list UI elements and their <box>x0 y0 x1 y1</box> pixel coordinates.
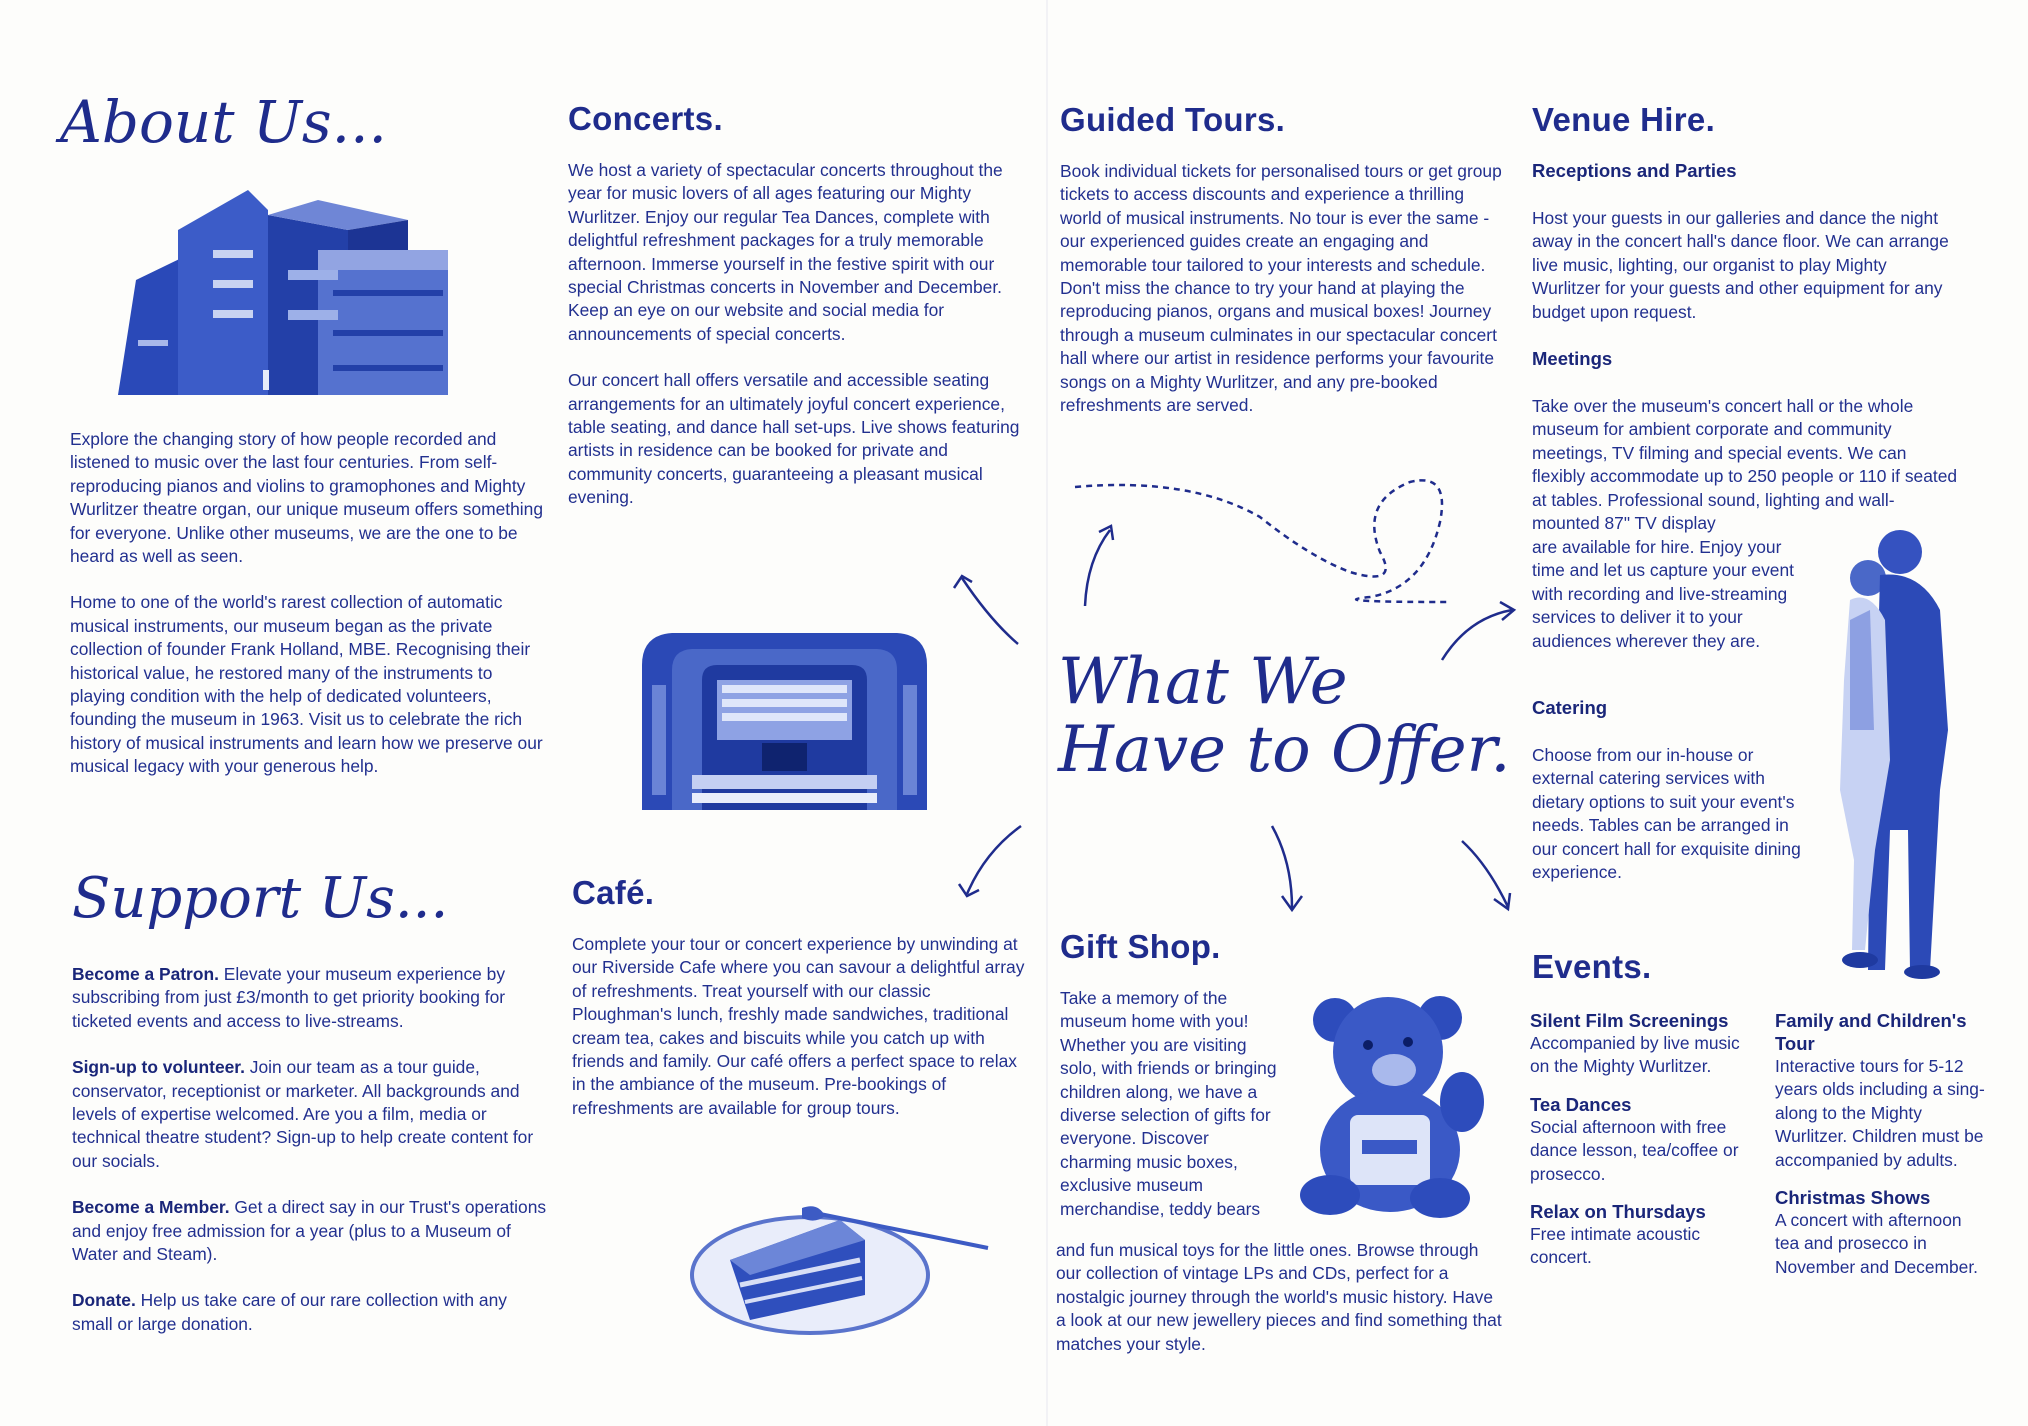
venue-receptions-heading: Receptions and Parties <box>1532 160 1737 181</box>
event-tea-dances-title: Tea Dances <box>1530 1093 1632 1115</box>
giftshop-para-2: and fun musical toys for the little ones. Browse through our collection of vintage LPs and CDs, perfect for a nostalgic journey through the world's music history. Have a look at our new jewellery pieces and find something that matches your style. <box>1056 1240 1502 1354</box>
events-left-column <box>1530 1009 1755 1284</box>
tours-title: Guided Tours. <box>1060 101 1286 138</box>
venue-catering-heading: Catering <box>1532 697 1608 718</box>
events-title: Events. <box>1532 948 1652 985</box>
wurlitzer-organ-photo <box>632 625 937 810</box>
event-silent-film-text: Accompanied by live music on the Mighty Wurlitzer. <box>1530 1033 1740 1077</box>
giftshop-title: Gift Shop. <box>1060 928 1221 965</box>
about-text <box>70 428 550 802</box>
arrow-to-tours <box>1075 520 1125 610</box>
dancing-couple-photo <box>1830 530 1960 980</box>
arrow-to-events <box>1458 835 1518 915</box>
venue-title: Venue Hire. <box>1532 101 1716 138</box>
museum-building-photo <box>118 190 463 395</box>
giftshop-para-1: Take a memory of the museum home with you! Whether you are visiting solo, with friends or bringing children along, we have a diverse selection of gifts for everyone. Discover charming music boxes, exclusive museum merchandise, teddy bears <box>1060 988 1277 1219</box>
dotted-path-decoration <box>1070 462 1460 622</box>
offer-line-2: Have to Offer. <box>1058 713 1511 787</box>
arrow-to-venue <box>1438 598 1518 668</box>
concerts-para-1: We host a variety of spectacular concerts throughout the year for music lovers of all ages featuring our Mighty Wurlitzer. Enjoy our regular Tea Dances, complete with delightful refreshment packages for a truly memorable afternoon. Immerse yourself in the festive spirit with our special Christmas concerts in November and December. Keep an eye on our website and social media for announcements of special concerts. <box>568 160 1003 344</box>
cafe-para-1: Complete your tour or concert experience by unwinding at our Riverside Cafe where you can savour a delightful array of refreshments. Treat yourself with our classic Ploughman's lunch, freshly made sandwiches, traditional cream tea, cakes and biscuits while you catch up with friends and family. Our café offers a perfect space to relax in the ambiance of the museum. Pre-bookings of refreshments are available for group tours. <box>572 934 1025 1118</box>
support-member <box>72 1196 547 1266</box>
about-para-1: Explore the changing story of how people recorded and listened to music over the last four centuries. From self-reproducing pianos and violins to gramophones and Mighty Wurlitzer theatre organ, our unique museum offers something for everyone. Unlike other museums, we are the one to be heard as well as seen. <box>70 429 544 567</box>
support-patron-label: Become a Patron. <box>72 964 219 984</box>
event-silent-film-title: Silent Film Screenings <box>1530 1010 1729 1031</box>
about-title: About Us... <box>60 88 387 156</box>
support-volunteer-label: Sign-up to volunteer. <box>72 1057 245 1078</box>
offer-heading <box>1058 645 1528 787</box>
event-family-tour-title: Family and Children's Tour <box>1775 1010 1967 1054</box>
support-member-label: Become a Member. <box>72 1197 230 1218</box>
concerts-title: Concerts. <box>568 100 723 137</box>
giftshop-text-bottom <box>1056 1239 1506 1379</box>
support-donate <box>72 1289 547 1336</box>
venue-catering-text: Choose from our in-house or external catering services with dietary options to suit your event's needs. Tables can be arranged in our concert hall for exquisite dining experience. <box>1532 745 1801 883</box>
event-family-tour-text: Interactive tours for 5-12 years olds including a sing-along to the Mighty Wurlitzer. Children must be accompanied by adults. <box>1775 1056 1985 1170</box>
cafe-title: Café. <box>572 874 655 911</box>
giftshop-text-top <box>1060 987 1278 1244</box>
concerts-para-2: Our concert hall offers versatile and accessible seating arrangements for an ultimately joyful concert experience, table seating, and dance hall set-ups. Live shows featuring artists in residence can be booked for private and community concerts, guaranteeing a pleasant musical evening. <box>568 370 1020 508</box>
support-donate-text: Help us take care of our rare collection with any small or large donation. <box>72 1290 507 1334</box>
offer-line-1: What We <box>1058 645 1348 719</box>
venue-meetings-text: Take over the museum's concert hall or the whole museum for ambient corporate and community meetings, TV filming and special events. We can flexibly accommodate up to 250 people or 110 if seated at tables. Professional sound, lighting and wall-mounted 87" TV display <box>1532 396 1958 534</box>
arrow-to-cafe <box>955 822 1025 902</box>
support-patron-text: Elevate your museum experience by subscribing from just £3/month to get priority booking for ticketed events and access to live-streams. <box>72 964 506 1031</box>
tours-para-1: Book individual tickets for personalised tours or get group tickets to access discounts and experience a thrilling world of musical instruments. No tour is ever the same - our experienced guides create an engaging and memorable tour tailored to your interests and schedule. Don't miss the chance to try your hand at playing the reproducing pianos, organs and musical boxes! Journey through a museum culminates in our spectacular concert hall where our artist in residence performs your favourite songs on a Mighty Wurlitzer, and any pre-booked refreshments are served. <box>1060 161 1502 416</box>
support-patron <box>72 963 547 1033</box>
arrow-to-giftshop <box>1262 822 1312 914</box>
event-relax-thursdays-title: Relax on Thursdays <box>1530 1201 1706 1223</box>
support-title: Support Us... <box>72 866 449 931</box>
events-right-column <box>1775 1009 1990 1293</box>
event-tea-dances-text: Social afternoon with free dance lesson, tea/coffee or prosecco. <box>1530 1116 1739 1184</box>
tours-text <box>1060 160 1506 440</box>
support-volunteer <box>72 1056 547 1173</box>
support-volunteer-text: Join our team as a tour guide, conservator, receptionist or marketer. All backgrounds and levels of expertise welcomed. Are you a film, media or technical theatre student? Sign-up to help create content for our socials. <box>72 1057 534 1171</box>
event-christmas-shows-title: Christmas Shows <box>1775 1187 1931 1209</box>
support-member-text: Get a direct say in our Trust's operations and enjoy free admission for a year (plus to a Museum of Water and Steam). <box>72 1197 547 1265</box>
about-para-2: Home to one of the world's rarest collection of automatic musical instruments, our museum began as the private collection of founder Frank Holland, MBE. Recognising their historical value, he restored many of the instruments to playing condition with the help of dedicated volunteers, founding the museum in 1963. Visit us to celebrate the rich history of musical instruments and learn how we preserve our musical legacy with your generous help. <box>70 592 543 777</box>
concerts-text <box>568 159 1033 533</box>
venue-receptions-text: Host your guests in our galleries and dance the night away in the concert hall's dance floor. We can arrange live music, lighting, our organist to play Mighty Wurlitzer for your guests and other equipment for any budget upon request. <box>1532 208 1949 322</box>
cafe-text <box>572 933 1032 1143</box>
support-list <box>72 963 547 1359</box>
support-donate-label: Donate. <box>72 1290 136 1311</box>
arrow-to-concerts <box>950 570 1020 650</box>
event-relax-thursdays-text: Free intimate acoustic concert. <box>1530 1224 1701 1268</box>
event-christmas-shows-text: A concert with afternoon tea and prosecco in November and December. <box>1775 1210 1978 1277</box>
venue-meetings-text-cont: are available for hire. Enjoy your time and let us capture your event with recording and live-streaming services to deliver it to your audiences wherever they are. <box>1532 537 1794 651</box>
teddy-bear-photo <box>1290 990 1500 1225</box>
cake-slice-photo <box>690 1200 990 1350</box>
venue-meetings-heading: Meetings <box>1532 348 1613 369</box>
